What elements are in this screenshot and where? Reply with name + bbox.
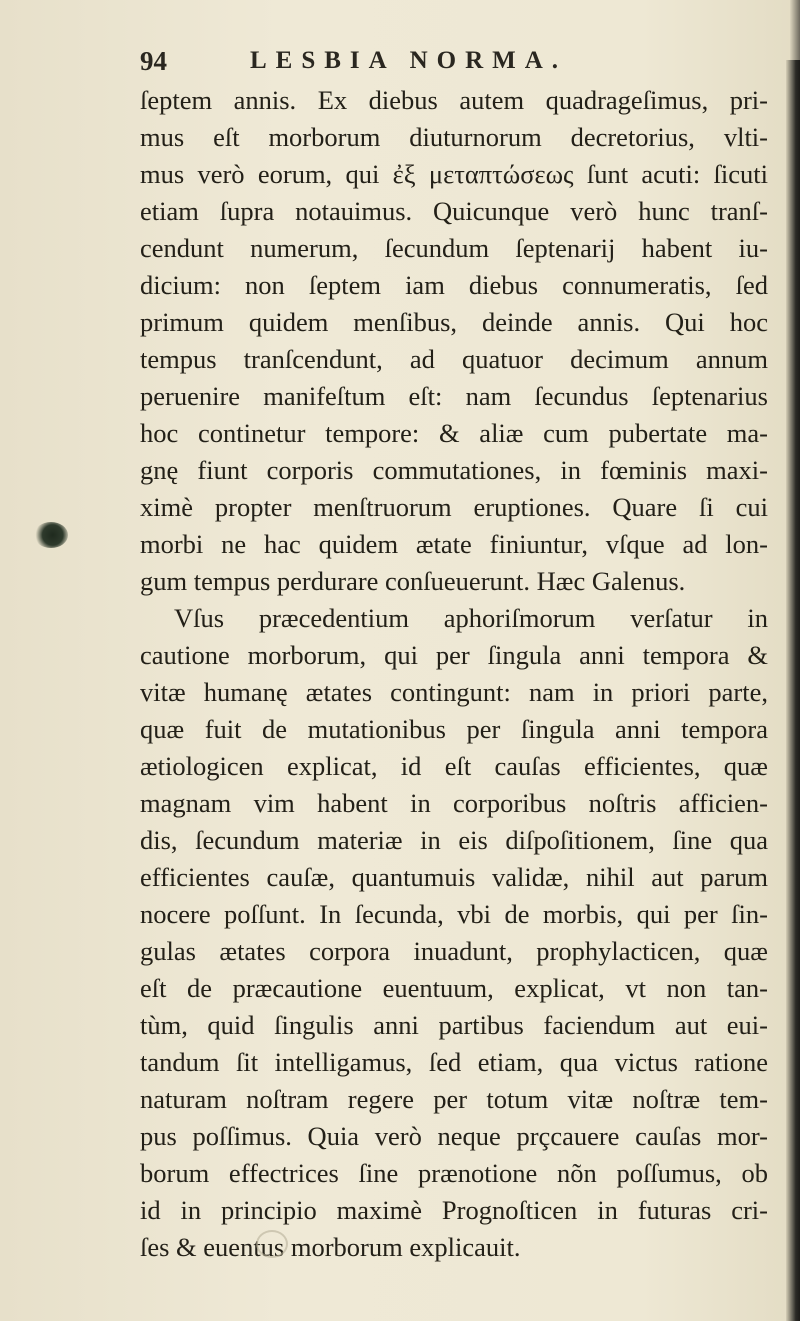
text-line: tùm, quid ſingulis anni partibus faciendum aut eui- — [140, 1010, 768, 1040]
text-line: gnę fiunt corporis commutationes, in fœminis maxi- — [140, 455, 768, 485]
show-through-mark — [256, 1230, 288, 1258]
text-line: gum tempus perdurare conſueuerunt. Hæc Galenus. — [140, 566, 686, 596]
text-line: peruenire manifeſtum eſt: nam ſecundus ſeptenarius — [140, 381, 768, 411]
page-edge-shadow — [790, 0, 800, 60]
text-line: dicium: non ſeptem iam diebus connumeratis, ſed — [140, 270, 768, 300]
text-line: id in principio maximè Prognoſticen in futuras cri- — [140, 1195, 768, 1225]
text-line: Vſus præcedentium aphoriſmorum verſatur in — [174, 603, 768, 633]
page-header — [140, 42, 700, 82]
text-line: naturam noſtram regere per totum vitæ noſtræ tem- — [140, 1084, 768, 1114]
text-line: gulas ætates corpora inuadunt, prophylacticen, quæ — [140, 936, 768, 966]
text-line: vitæ humanę ætates contingunt: nam in priori parte, — [140, 677, 768, 707]
text-line: ximè propter menſtruorum eruptiones. Quare ſi cui — [140, 492, 768, 522]
main-text — [140, 82, 768, 1266]
text-line: dis, ſecundum materiæ in eis diſpoſitionem, ſine qua — [140, 825, 768, 855]
text-line: mus eſt morborum diuturnorum decretorius, vlti- — [140, 122, 768, 152]
text-line: tempus tranſcendunt, ad quatuor decimum annum — [140, 344, 768, 374]
text-line: primum quidem menſibus, deinde annis. Qui hoc — [140, 307, 768, 337]
text-line: morbi ne hac quidem ætate finiuntur, vſque ad lon- — [140, 529, 768, 559]
text-line: efficientes cauſæ, quantumuis validæ, nihil aut parum — [140, 862, 768, 892]
binding-edge — [786, 60, 800, 1321]
text-line: cautione morborum, qui per ſingula anni tempora & — [140, 640, 768, 670]
text-line: magnam vim habent in corporibus noſtris afficien- — [140, 788, 768, 818]
text-line: ſes & euentus morborum explicauit. — [140, 1232, 521, 1262]
text-line: ætiologicen explicat, id eſt cauſas efficientes, quæ — [140, 751, 768, 781]
text-line: mus verò eorum, qui ἐξ μεταπτώσεως ſunt acuti: ſicuti — [140, 159, 768, 189]
running-head: LESBIA NORMA. — [250, 47, 568, 74]
text-line: quæ fuit de mutationibus per ſingula anni tempora — [140, 714, 768, 744]
text-line: hoc continetur tempore: & aliæ cum pubertate ma- — [140, 418, 768, 448]
text-line: pus poſſimus. Quia verò neque prçcauere cauſas mor- — [140, 1121, 768, 1151]
text-line: borum effectrices ſine prænotione nõn poſſumus, ob — [140, 1158, 768, 1188]
text-line: tandum ſit intelligamus, ſed etiam, qua victus ratione — [140, 1047, 768, 1077]
text-line: cendunt numerum, ſecundum ſeptenarij habent iu- — [140, 233, 768, 263]
text-line: eſt de præcautione euentuum, explicat, vt non tan- — [140, 973, 768, 1003]
text-line: etiam ſupra notauimus. Quicunque verò hunc tranſ- — [140, 196, 768, 226]
ink-blot — [34, 522, 68, 548]
page-number: 94 — [140, 46, 167, 76]
text-line: nocere poſſunt. In ſecunda, vbi de morbis, qui per ſin- — [140, 899, 768, 929]
text-line: ſeptem annis. Ex diebus autem quadrageſimus, pri- — [140, 85, 768, 115]
